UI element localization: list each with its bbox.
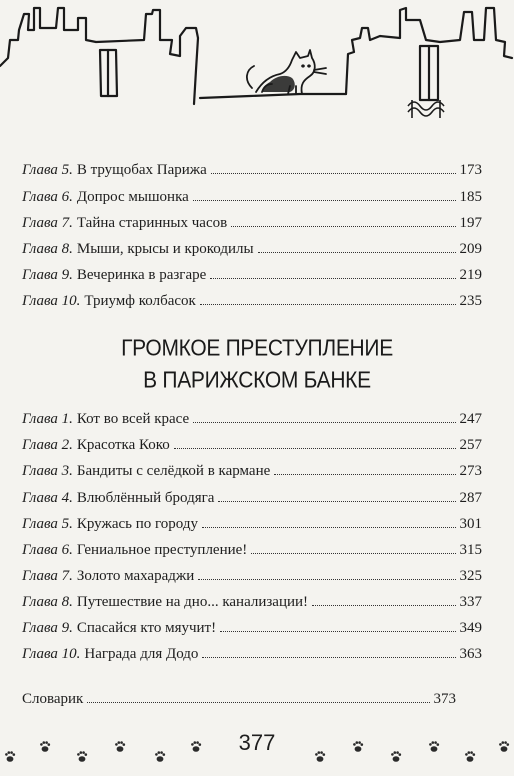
chapter-label: Глава 4. <box>22 490 73 506</box>
chapter-title: Мыши, крысы и крокодилы <box>76 241 254 257</box>
chapter-title: Тайна старинных часов <box>76 215 228 231</box>
chapter-title: Золото махараджи <box>76 568 195 584</box>
chapter-label: Глава 9. <box>22 267 73 283</box>
toc-entry[interactable] <box>22 214 482 232</box>
page-number: 219 <box>459 267 482 283</box>
page-number: 197 <box>459 215 482 231</box>
toc-entry[interactable] <box>22 593 482 611</box>
page-number: 325 <box>459 568 482 584</box>
page-number: 363 <box>459 646 482 662</box>
chapter-title: Красотка Коко <box>76 437 170 453</box>
dot-leader <box>312 605 455 606</box>
glossary-entry[interactable] <box>22 690 456 708</box>
toc-entry[interactable] <box>22 188 482 206</box>
dot-leader <box>218 501 455 502</box>
chapter-label: Глава 1. <box>22 411 73 427</box>
toc-entry[interactable] <box>22 436 482 454</box>
page-number: 273 <box>459 463 482 479</box>
chapter-title: Кот во всей красе <box>76 411 190 427</box>
chapter-title: Путешествие на дно... канализации! <box>76 594 309 610</box>
chapter-label: Глава 7. <box>22 215 73 231</box>
chapter-title: Допрос мышонка <box>76 189 189 205</box>
dot-leader <box>210 278 455 279</box>
chapter-label: Глава 10. <box>22 293 81 309</box>
chapter-title: Триумф колбасок <box>84 293 196 309</box>
chapter-title: Гениальное преступление! <box>76 542 248 558</box>
chapter-label: Глава 9. <box>22 620 73 636</box>
page-number: 185 <box>459 189 482 205</box>
page-number: 209 <box>459 241 482 257</box>
dot-leader <box>274 474 455 475</box>
toc-entry[interactable] <box>22 161 482 179</box>
toc-entry[interactable] <box>22 489 482 507</box>
chapter-title: Спасайся кто мяучит! <box>76 620 217 636</box>
chapter-label: Глава 8. <box>22 241 73 257</box>
chapter-label: Глава 6. <box>22 189 73 205</box>
page-number: 257 <box>459 437 482 453</box>
chapter-title: Бандиты с селёдкой в кармане <box>76 463 271 479</box>
chapter-label: Глава 6. <box>22 542 73 558</box>
chapter-title: Влюблённый бродяга <box>76 490 215 506</box>
toc-entry[interactable] <box>22 541 482 559</box>
toc-entry[interactable] <box>22 515 482 533</box>
dot-leader <box>220 631 455 632</box>
rooftop-illustration <box>0 0 514 130</box>
chapter-label: Глава 7. <box>22 568 73 584</box>
page-number: 287 <box>459 490 482 506</box>
page-number: 349 <box>459 620 482 636</box>
toc-entry[interactable] <box>22 410 482 428</box>
chapter-label: Глава 2. <box>22 437 73 453</box>
dot-leader <box>87 702 429 703</box>
glossary-title: Словарик <box>22 691 84 707</box>
dot-leader <box>202 527 455 528</box>
page-number: 235 <box>459 293 482 309</box>
dot-leader <box>211 173 456 174</box>
chapter-title: В трущобах Парижа <box>76 162 207 178</box>
dot-leader <box>200 304 456 305</box>
dot-leader <box>193 200 456 201</box>
chapter-label: Глава 8. <box>22 594 73 610</box>
page-number: 247 <box>459 411 482 427</box>
page-number: 315 <box>459 542 482 558</box>
section-title-line1: ГРОМКОЕ ПРЕСТУПЛЕНИЕ <box>121 336 393 361</box>
section-title-line2: В ПАРИЖСКОМ БАНКЕ <box>143 368 371 393</box>
chapter-label: Глава 10. <box>22 646 81 662</box>
toc-entry[interactable] <box>22 645 482 663</box>
toc-entry[interactable] <box>22 240 482 258</box>
page-number: 173 <box>459 162 482 178</box>
chapter-label: Глава 3. <box>22 463 73 479</box>
dot-leader <box>231 226 455 227</box>
page-number: 373 <box>433 691 456 707</box>
chapter-title: Награда для Додо <box>84 646 199 662</box>
toc-entry[interactable] <box>22 462 482 480</box>
page-number: 337 <box>459 594 482 610</box>
page-folio: 377 <box>238 730 276 755</box>
chapter-title: Вечеринка в разгаре <box>76 267 207 283</box>
dot-leader <box>193 422 455 423</box>
toc-entry[interactable] <box>22 292 482 310</box>
chapter-label: Глава 5. <box>22 516 73 532</box>
dot-leader <box>251 553 455 554</box>
dot-leader <box>174 448 456 449</box>
dot-leader <box>258 252 456 253</box>
toc-entry[interactable] <box>22 266 482 284</box>
page-number: 301 <box>459 516 482 532</box>
toc-entry[interactable] <box>22 619 482 637</box>
chapter-title: Кружась по городу <box>76 516 199 532</box>
dot-leader <box>198 579 455 580</box>
chapter-label: Глава 5. <box>22 162 73 178</box>
toc-entry[interactable] <box>22 567 482 585</box>
dot-leader <box>202 657 455 658</box>
